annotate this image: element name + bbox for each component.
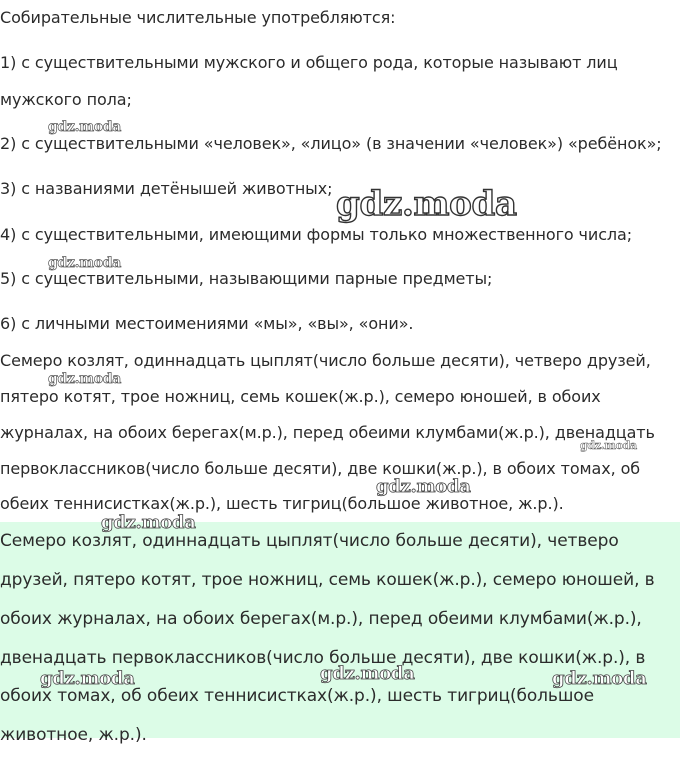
answer-line-5: обоих томах, об обеих теннисистках(ж.р.), шесть тигриц(большое: [0, 686, 594, 706]
watermark: gdz.moda: [48, 371, 122, 387]
example-line-5: обеих теннисистках(ж.р.), шесть тигриц(большое животное, ж.р.).: [0, 494, 564, 513]
answer-line-4: двенадцать первоклассников(число больше десяти), две кошки(ж.р.), в: [0, 648, 646, 668]
example-line-4: первоклассников(число больше десяти), две кошки(ж.р.), в обоих томах, об: [0, 459, 641, 478]
rule-3: 3) с названиями детёнышей животных;: [0, 179, 333, 198]
answer-line-1: Семеро козлят, одиннадцать цыплят(число больше десяти), четверо: [0, 531, 619, 551]
rule-6: 6) с личными местоимениями «мы», «вы», «они».: [0, 314, 414, 333]
rule-4: 4) с существительными, имеющими формы только множественного числа;: [0, 225, 633, 244]
answer-line-6: животное, ж.р.).: [0, 725, 147, 745]
watermark: gdz.moda: [376, 476, 471, 497]
watermark: gdz.moda: [580, 439, 637, 452]
watermark: gdz.moda: [336, 184, 517, 224]
watermark: gdz.moda: [40, 668, 135, 689]
watermark: gdz.moda: [101, 512, 196, 533]
rule-5: 5) с существительными, называющими парные предметы;: [0, 269, 493, 288]
rule-2: 2) с существительными «человек», «лицо» (в значении «человек») «ребёнок»;: [0, 134, 662, 153]
watermark: gdz.moda: [48, 119, 122, 135]
example-line-3: журналах, на обоих берегах(м.р.), перед обеими клумбами(ж.р.), двенадцать: [0, 423, 655, 442]
watermark: gdz.moda: [48, 255, 122, 271]
answer-line-2: друзей, пятеро котят, трое ножниц, семь кошек(ж.р.), семеро юношей, в: [0, 570, 655, 590]
intro-text: Собирательные числительные употребляются:: [0, 8, 396, 27]
watermark: gdz.moda: [552, 668, 647, 689]
answer-line-3: обоих журналах, на обоих берегах(м.р.), перед обеими клумбами(ж.р.),: [0, 609, 642, 629]
watermark: gdz.moda: [320, 663, 415, 684]
rule-1: 1) с существительными мужского и общего рода, которые называют лиц: [0, 53, 618, 72]
example-line-1: Семеро козлят, одиннадцать цыплят(число больше десяти), четверо друзей,: [0, 351, 651, 370]
rule-1-continuation: мужского пола;: [0, 90, 132, 109]
example-line-2: пятеро котят, трое ножниц, семь кошек(ж.р.), семеро юношей, в обоих: [0, 387, 601, 406]
